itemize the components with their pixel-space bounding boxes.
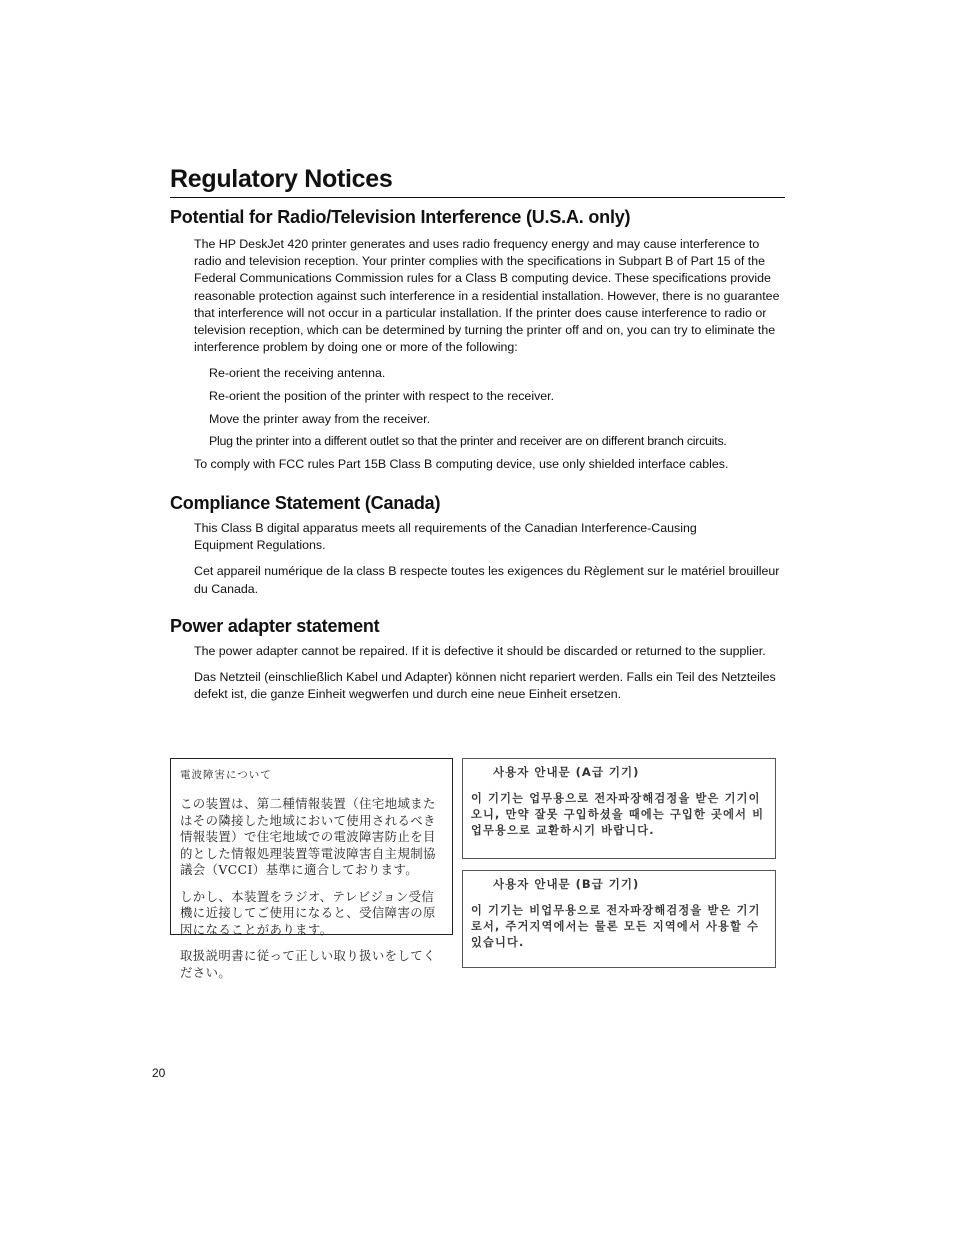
canada-statement-fr: Cet appareil numérique de la class B respecte toutes les exigences du Règlement sur le matériel brouilleur du Canada.	[194, 564, 780, 596]
document-content	[170, 165, 785, 703]
korea-notice-title: 사용자 안내문 (B급 기기)	[493, 877, 640, 891]
radio-tv-closing: To comply with FCC rules Part 15B Class B computing device, use only shielded interface cables.	[194, 456, 729, 471]
japan-notice-paragraph: この装置は、第二種情報装置（住宅地域またはその隣接した地域において使用されるべき情報装置）で住宅地域での電波障害防止を目的とした情報処理装置等電波障害自主規制協議会（VCCI）基準に適合しております。	[180, 796, 436, 878]
japan-notice-paragraph: しかし、本装置をラジオ、テレビジョン受信機に近接してご使用になると、受信障害の原因になることがあります。	[180, 888, 436, 937]
remedy-list	[209, 365, 785, 450]
list-item: Re-orient the receiving antenna.	[209, 366, 386, 381]
power-adapter-heading: Power adapter statement	[170, 615, 380, 636]
korea-class-a-notice	[462, 758, 776, 859]
japan-notice-paragraph: 取扱説明書に従って正しい取り扱いをしてください。	[180, 948, 436, 980]
japan-vcci-notice	[170, 758, 453, 980]
korea-notice-body: 이 기기는 비업무용으로 전자파장해검정을 받은 기기로서, 주거지역에서는 물론 모든 지역에서 사용할 수 있습니다.	[471, 904, 761, 950]
korea-notice-title: 사용자 안내문 (A급 기기)	[493, 765, 640, 779]
list-item: Plug the printer into a different outlet so that the printer and receiver are on different branch circuits.	[209, 434, 727, 449]
canada-heading: Compliance Statement (Canada)	[170, 493, 441, 513]
korea-notice-body: 이 기기는 업무용으로 전자파장해검정을 받은 기기이오니, 만약 잘못 구입하셨을 때에는 구입한 곳에서 비업무용으로 교환하시기 바랍니다.	[471, 792, 765, 838]
page-number: 20	[152, 1066, 166, 1080]
japan-notice-title: 電波障害について	[180, 769, 272, 781]
power-adapter-en: The power adapter cannot be repaired. If it is defective it should be discarded or returned to the supplier.	[194, 643, 766, 658]
power-adapter-de: Das Netzteil (einschließlich Kabel und Adapter) können nicht repariert werden. Falls ein Teil des Netzteiles defekt ist, die ganze Einheit wegwerfen und durch eine neue Einheit ersetzen.	[194, 670, 776, 702]
list-item: Move the printer away from the receiver.	[209, 411, 431, 426]
radio-tv-intro: The HP DeskJet 420 printer generates and uses radio frequency energy and may cause interference to radio and television reception. Your printer complies with the specifications in Subpart B of Part 15 of the Federal Communications Commission rules for a Class B computing device. These specifications provide reasonable protection against such interference in a residential installation. However, there is no guarantee that interference will not occur in a particular installation. If the printer does cause interference to radio or television reception, which can be determined by turning the printer off and on, you can try to eliminate the interference problem by doing one or more of the following:	[194, 237, 780, 355]
list-item: Re-orient the position of the printer with respect to the receiver.	[209, 389, 555, 404]
canada-statement-en: This Class B digital apparatus meets all requirements of the Canadian Interference-Causing Equipment Regulations.	[194, 521, 697, 553]
page-title: Regulatory Notices	[170, 165, 785, 198]
radio-tv-heading: Potential for Radio/Television Interference (U.S.A. only)	[170, 207, 631, 227]
korea-class-b-notice	[462, 870, 776, 968]
